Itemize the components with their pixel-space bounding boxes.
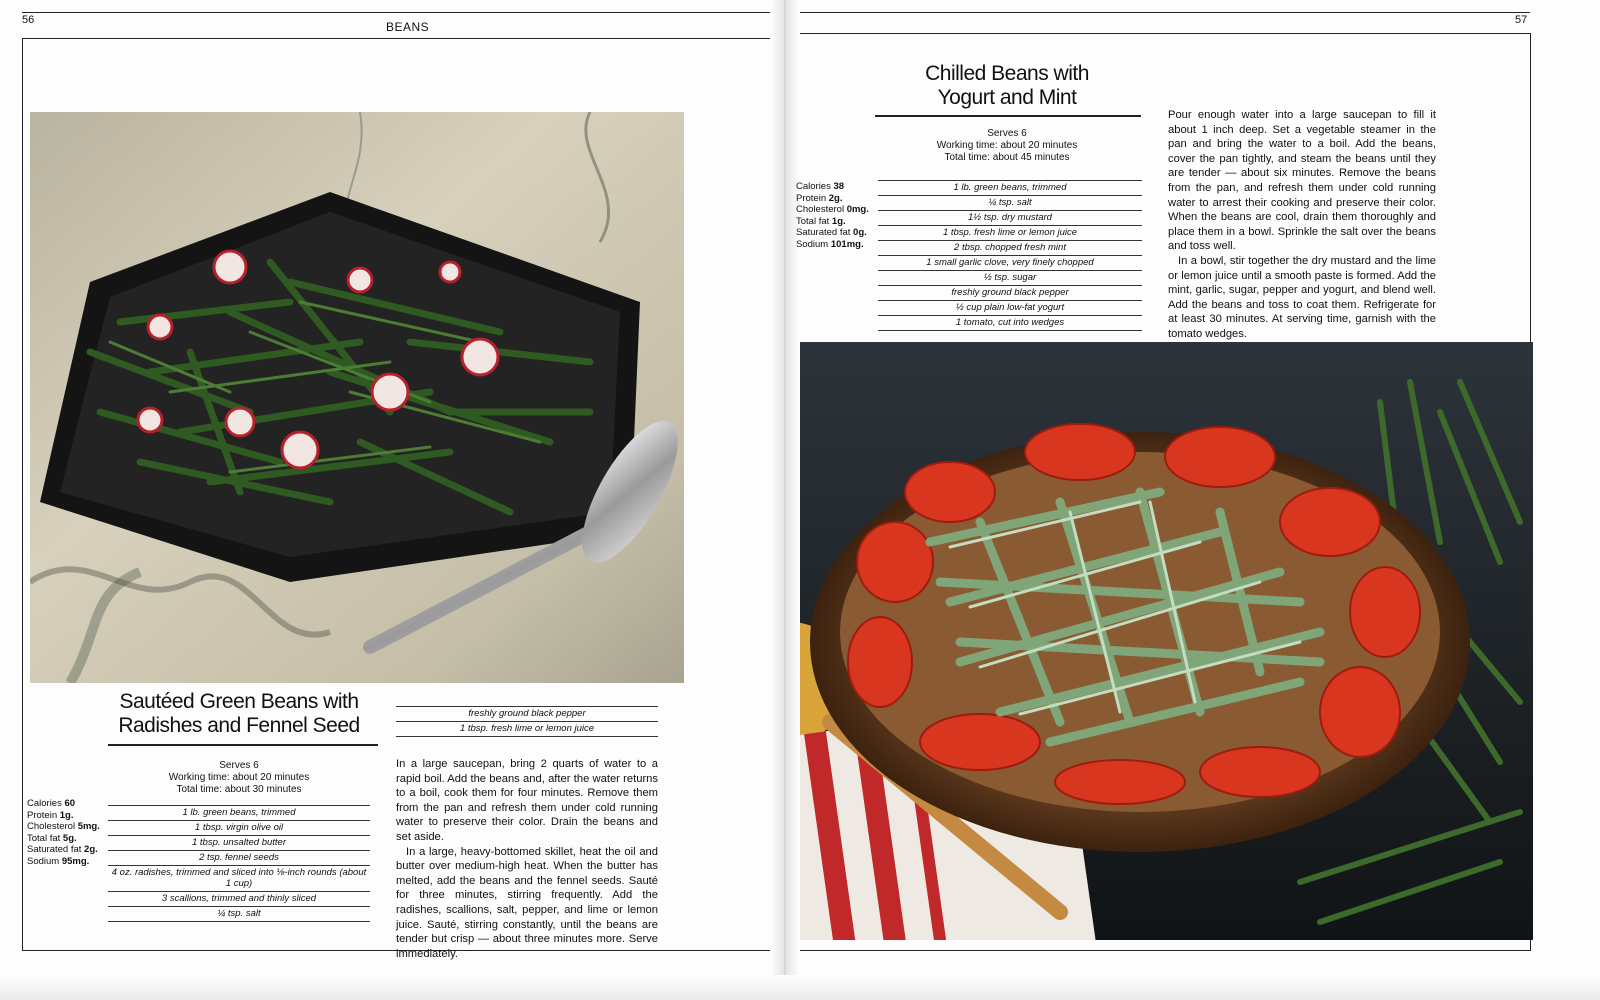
right-page-number: 57: [1515, 14, 1528, 26]
nutrition-value: 95mg.: [61, 855, 90, 867]
top-rule-right: [800, 12, 1530, 13]
nutrition-label: Saturated fat: [796, 227, 854, 238]
total-time-left: Total time: about 30 minutes: [176, 784, 302, 795]
ingredient-item: 1½ tsp. dry mustard: [878, 210, 1142, 225]
nutrition-row: [27, 810, 107, 822]
ingredient-item: ¼ tsp. salt: [108, 906, 370, 922]
recipe-title-left: [108, 690, 370, 738]
nutrition-row: [27, 798, 107, 810]
ingredient-item: 1 tomato, cut into wedges: [878, 315, 1142, 331]
serves-left: Serves 6: [219, 760, 259, 771]
ingredient-item: ½ tsp. sugar: [878, 270, 1142, 285]
method-paragraph: In a bowl, stir together the dry mustard and the lime or lemon juice until a smooth paste is formed. Add the mint, garlic, sugar, pepper and yogurt, and blend well. Add the beans and toss to coat them. Refrigerate for at least 30 minutes. At serving time, garnish with the tomato wedges.: [1168, 254, 1436, 340]
method-text-left: [396, 757, 658, 961]
nutrition-value: 101mg.: [830, 238, 864, 250]
nutrition-value: 1g.: [831, 215, 846, 227]
top-rule-left: [22, 12, 770, 13]
nutrition-row: [27, 856, 107, 868]
ingredient-item: 1 tbsp. fresh lime or lemon juice: [878, 225, 1142, 240]
ingredient-item: 2 tsp. fennel seeds: [108, 850, 370, 865]
photo-chilled-beans: [800, 342, 1533, 940]
recipe-meta-left: [108, 760, 370, 796]
working-time-right: Working time: about 20 minutes: [936, 140, 1078, 151]
method-paragraph: In a large, heavy-bottomed skillet, heat the oil and butter over medium-high heat. When the butter has melted, add the beans and the fennel seeds. Sauté for three minutes, stirring frequently. Add the radishes, scallions, salt, pepper, and lime or lemon juice. Sauté, stirring constantly, until the beans are tender but crisp — about three minutes more. Serve immediately.: [396, 845, 658, 960]
ingredient-item: ¼ tsp. salt: [878, 195, 1142, 210]
nutrition-label: Total fat: [27, 832, 63, 844]
nutrition-label: Cholesterol: [27, 821, 78, 832]
ingredient-item: 3 scallions, trimmed and thinly sliced: [108, 891, 370, 906]
nutrition-row: [27, 821, 107, 833]
ingredient-item: 2 tbsp. chopped fresh mint: [878, 240, 1142, 255]
nutrition-row: [796, 204, 876, 216]
nutrition-value: 60: [64, 798, 76, 809]
title-underline-left: [108, 744, 378, 746]
total-time-right: Total time: about 45 minutes: [944, 152, 1070, 163]
method-paragraph: In a large saucepan, bring 2 quarts of water to a rapid boil. Add the beans and, after the water returns to a boil, cook them for four minutes. Remove them from the pan and refresh them under cold running water to preserve their color. Drain the beans and set aside.: [396, 758, 658, 843]
working-time-left: Working time: about 20 minutes: [168, 772, 310, 783]
bottom-rule-right: [800, 950, 1531, 951]
ingredient-item: 4 oz. radishes, trimmed and sliced into ⅛-inch rounds (about 1 cup): [108, 865, 370, 891]
ingredients-list-right: [878, 180, 1142, 331]
recipe-title-right-line1: Chilled Beans with: [925, 62, 1089, 85]
nutrition-facts-right: [796, 181, 876, 250]
header-rule-right: [800, 33, 1530, 34]
nutrition-row: [796, 193, 876, 205]
nutrition-label: Sodium: [27, 855, 62, 867]
nutrition-label: Total fat: [796, 215, 832, 227]
nutrition-row: [796, 216, 876, 228]
photo-sauteed-green-beans: [30, 112, 684, 683]
nutrition-label: Sodium: [796, 238, 831, 250]
nutrition-value: 5g.: [62, 832, 77, 844]
ingredient-item: freshly ground black pepper: [878, 285, 1142, 300]
nutrition-row: [796, 227, 876, 239]
header-rule-left: [22, 38, 770, 39]
serves-right: Serves 6: [987, 128, 1027, 139]
method-text-right: [1168, 108, 1436, 342]
nutrition-value: 2g.: [84, 844, 98, 855]
page-edge-shadow: [0, 975, 1600, 1000]
ingredient-item: 1 small garlic clove, very finely chopped: [878, 255, 1142, 270]
left-page-frame-edge: [22, 38, 23, 950]
running-head: BEANS: [386, 20, 430, 34]
ingredient-item: 1 tbsp. virgin olive oil: [108, 820, 370, 835]
nutrition-label: Protein: [27, 809, 60, 821]
nutrition-row: [27, 844, 107, 856]
nutrition-label: Protein: [796, 192, 829, 204]
nutrition-row: [796, 239, 876, 251]
nutrition-value: 0g.: [853, 227, 867, 238]
nutrition-label: Cholesterol: [796, 204, 847, 215]
method-paragraph: Pour enough water into a large saucepan to fill it about 1 inch deep. Set a vegetable steamer in the pan and bring the water to a boil. Add the beans, cover the pan tightly, and steam the beans until they are tender — about six minutes. Remove the beans from the pan, and refresh them under cold running water to arrest their cooking and preserve their color. When the beans are cool, drain them thoroughly and place them in a bowl. Sprinkle the salt over the beans and toss well.: [1168, 109, 1436, 253]
nutrition-value: 38: [833, 181, 845, 192]
nutrition-value: 1g.: [59, 809, 74, 821]
title-underline-right: [875, 115, 1141, 117]
recipe-title-left-line2: Radishes and Fennel Seed: [118, 714, 360, 737]
ingredients-list-left: [108, 805, 370, 922]
left-page-number: 56: [22, 14, 35, 26]
ingredient-item: 1 lb. green beans, trimmed: [108, 805, 370, 820]
recipe-title-right: [876, 62, 1138, 110]
nutrition-label: Saturated fat: [27, 844, 85, 855]
recipe-meta-right: [876, 128, 1138, 164]
ingredient-item: 1 lb. green beans, trimmed: [878, 180, 1142, 195]
nutrition-value: 0mg.: [846, 204, 869, 215]
ingredients-list-left-continued: [396, 706, 658, 737]
nutrition-label: Calories: [796, 181, 834, 192]
ingredient-item: 1 tbsp. unsalted butter: [108, 835, 370, 850]
nutrition-row: [796, 181, 876, 193]
recipe-title-left-line1: Sautéed Green Beans with: [119, 690, 359, 713]
nutrition-facts-left: [27, 798, 107, 867]
nutrition-row: [27, 833, 107, 845]
ingredient-item: 1 tbsp. fresh lime or lemon juice: [396, 721, 658, 737]
nutrition-label: Calories: [27, 798, 65, 809]
nutrition-value: 5mg.: [77, 821, 100, 832]
ingredient-item: ½ cup plain low-fat yogurt: [878, 300, 1142, 315]
ingredient-item: freshly ground black pepper: [396, 706, 658, 721]
recipe-title-right-line2: Yogurt and Mint: [937, 86, 1077, 109]
book-gutter: [770, 0, 800, 1000]
nutrition-value: 2g.: [828, 192, 843, 204]
